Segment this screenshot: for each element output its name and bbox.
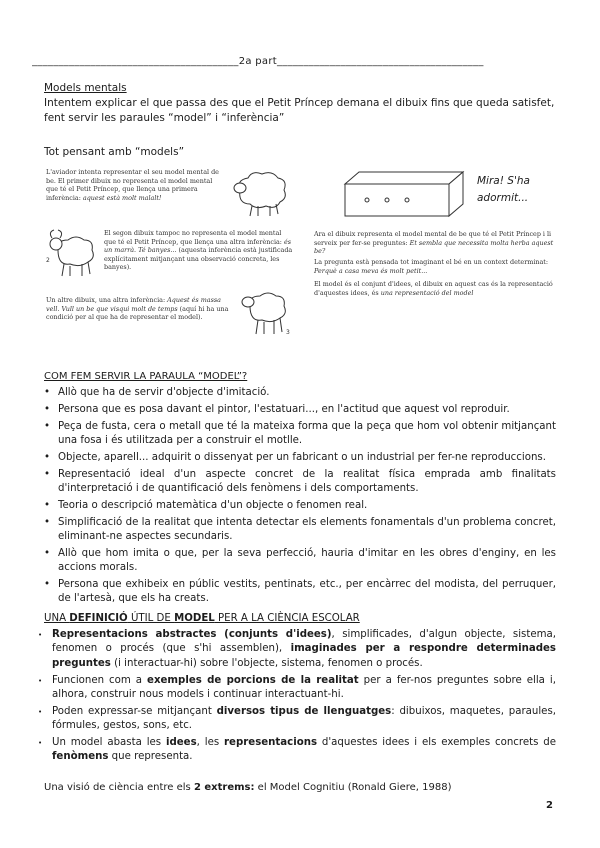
sheep-caption-2: El segon dibuix tampoc no representa el model mental que té el Petit Príncep, que llença una altra inferència: és un marrà. Té banyes... (aquesta inferència està justificada explícitament mitjançant una observació concreta, les banyes). (104, 229, 293, 272)
box-note: Mira! S'ha adormit... (477, 175, 530, 204)
sheep-number-2: 2 (46, 257, 50, 264)
definition-item: • Representacions abstractes (conjunts d'idees), simplificades, d'algun objecte, sistema, fenomen o procés (que s'hi assemblen), imaginades per a respondre determinades preguntes (i interactuar-hi) sobre l'objecte, sistema, fenomen o procés. (38, 628, 556, 671)
usage-item: • Simplificació de la realitat que intenta detectar els elements fonamentals d'un problema concret, eliminant-ne aspectes secundaris. (44, 516, 556, 545)
usage-item: • Persona que es posa davant el pintor, l'estatuari..., en l'actitud que aquest vol reproduir. (44, 403, 556, 417)
usage-item: • Peça de fusta, cera o metall que té la mateixa forma que la peça que hom vol obtenir mitjançant una fosa i és utilitzada per a construir el motlle. (44, 420, 556, 449)
page-header: _______________________________________2a part_______________________________________ (32, 56, 484, 67)
models-intro: Intentem explicar el que passa des que el Petit Príncep demana el dibuix fins que queda satisfet, fent servir les paraules “model” i “inferència” (44, 97, 555, 124)
box-drawing (343, 170, 465, 218)
definition-item: • Un model abasta les idees, les representacions d'aquestes idees i els exemples concrets de fenòmens que representa. (38, 736, 556, 765)
definition-item: • Poden expressar-se mitjançant diversos tipus de llenguatges: dibuixos, maquetes, paraules, fórmules, gestos, sons, etc. (38, 705, 556, 734)
sheep-drawing-3 (238, 288, 296, 338)
sheep-caption-3: Un altre dibuix, una altra inferència: Aquest és massa vell. Vull un be que visqui molt de temps (aquí hi ha una condició per al que ha de representar el model). (46, 296, 229, 322)
box-caption-2: La pregunta està pensada tot imaginant el bé en un context determinat: Perquè a casa meva és molt petit... (314, 258, 549, 275)
models-subtitle: Tot pensant amb “models” (44, 146, 185, 158)
box-caption-1: Ara el dibuix representa el model mental de be que té el Petit Príncep i li serveix per fer-se preguntes: Et sembla que necessita molta herba aquest be? (314, 230, 554, 256)
usage-list (44, 386, 556, 609)
usage-item: • Objecte, aparell... adquirit o dissenyat per un fabricant o un industrial per fer-ne reproduccions. (44, 451, 556, 465)
footer-text: Una visió de ciència entre els 2 extrems: el Model Cognitiu (Ronald Giere, 1988) (44, 782, 452, 793)
box-caption-3: El model és el conjunt d'idees, el dibuix en aquest cas és la representació d'aquestes idees, és una representació del model (314, 280, 553, 297)
usage-item: • Allò que hom imita o que, per la seva perfecció, hauria d'imitar en les obres d'enginy, en les accions morals. (44, 547, 556, 576)
sheep-number-3: 3 (286, 329, 290, 336)
definition-list (38, 628, 556, 767)
sheep-caption-1: L'aviador intenta representar el seu model mental de be. El primer dibuix no representa el model mental que té el Petit Príncep, que llença una primera inferència: aquest està molt malalt! (46, 168, 219, 202)
section-title-definition: UNA DEFINICIÓ ÚTIL DE MODEL PER A LA CIÈNCIA ESCOLAR (44, 613, 360, 624)
ram-drawing-2 (44, 228, 102, 278)
definition-item: • Funcionen com a exemples de porcions de la realitat per a fer-nos preguntes sobre ella i, alhora, construir nous models i continuar interactuant-hi. (38, 674, 556, 703)
usage-item: • Representació ideal d'un aspecte concret de la realitat física emprada amb finalitats d'interpretació i de quantificació dels fenòmens i dels comportaments. (44, 468, 556, 497)
sheep-drawing-1 (230, 166, 294, 218)
usage-item: • Allò que ha de servir d'objecte d'imitació. (44, 386, 556, 400)
section-title-models: Models mentals (44, 82, 127, 94)
page-number: 2 (546, 800, 553, 811)
section-title-usage: COM FEM SERVIR LA PARAULA “MODEL”? (44, 371, 248, 382)
usage-item: • Teoria o descripció matemàtica d'un objecte o fenomen real. (44, 499, 556, 513)
usage-item: • Persona que exhibeix en públic vestits, pentinats, etc., per encàrrec del modista, del perruquer, de l'artesà, que els ha creats. (44, 578, 556, 607)
